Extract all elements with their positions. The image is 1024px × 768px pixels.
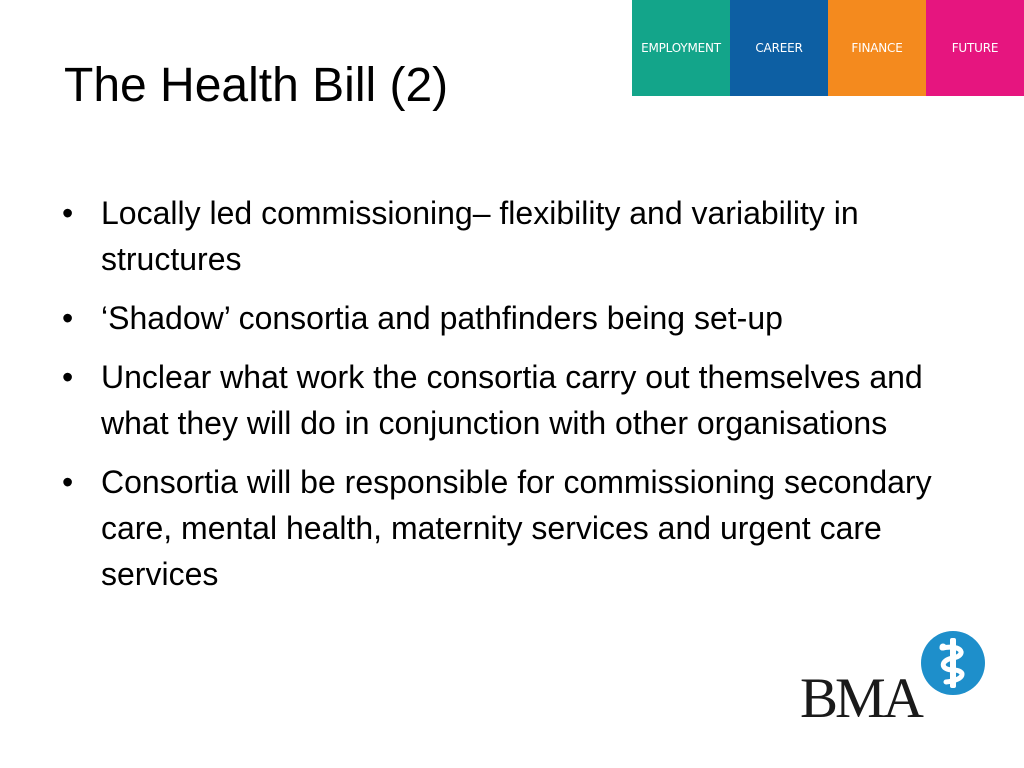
tab-finance[interactable]: FINANCE [828,0,926,96]
tab-future[interactable]: FUTURE [926,0,1024,96]
bullet-item: • Unclear what work the consortia carry out themselves and what they will do in conjunction with other organisations [60,354,960,446]
tab-employment[interactable]: EMPLOYMENT [632,0,730,96]
bullet-item: • Consortia will be responsible for commissioning secondary care, mental health, maternity services and urgent care services [60,459,960,597]
top-nav-tabs [632,0,1024,96]
bma-logo [800,630,990,730]
staff-of-asclepius-icon [920,630,986,696]
tab-career[interactable]: CAREER [730,0,828,96]
bullet-list [60,190,960,610]
bma-logo-text: BMA [800,667,921,730]
slide-title: The Health Bill (2) [64,59,449,112]
bullet-item: • Locally led commissioning– flexibility and variability in structures [60,190,960,282]
bullet-item: • ‘Shadow’ consortia and pathfinders being set-up [60,295,960,341]
